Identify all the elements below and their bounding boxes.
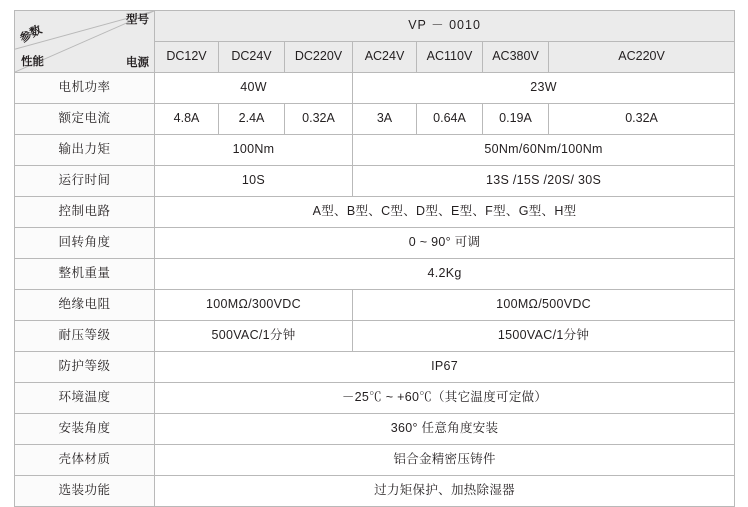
- table-cell: 100MΩ/500VDC: [353, 290, 735, 321]
- corner-label-parameter: 参数: [18, 23, 45, 46]
- table-cell: 1500VAC/1分钟: [353, 321, 735, 352]
- corner-label-model: 型号: [126, 14, 149, 26]
- row-label: 回转角度: [15, 228, 155, 259]
- table-cell: 4.8A: [155, 104, 219, 135]
- column-header-voltage: AC24V: [353, 42, 417, 73]
- table-row: [15, 321, 735, 352]
- table-cell: －25℃ ~ +60℃（其它温度可定做）: [155, 383, 735, 414]
- corner-label-power: 电源: [126, 56, 149, 69]
- table-cell: A型、B型、C型、D型、E型、F型、G型、H型: [155, 197, 735, 228]
- column-header-voltage: AC110V: [417, 42, 483, 73]
- corner-header-cell: [15, 11, 155, 73]
- table-cell: 过力矩保护、加热除湿器: [155, 476, 735, 507]
- table-row: [15, 228, 735, 259]
- table-header-row-model: [15, 11, 735, 42]
- table-row: [15, 166, 735, 197]
- column-header-voltage: DC24V: [219, 42, 285, 73]
- row-label: 耐压等级: [15, 321, 155, 352]
- table-cell: 100Nm: [155, 135, 353, 166]
- table-row: [15, 197, 735, 228]
- table-cell: 50Nm/60Nm/100Nm: [353, 135, 735, 166]
- table-cell: 500VAC/1分钟: [155, 321, 353, 352]
- table-cell: 0.32A: [285, 104, 353, 135]
- table-cell: 0 ~ 90° 可调: [155, 228, 735, 259]
- table-row: [15, 476, 735, 507]
- corner-label-performance: 性能: [21, 55, 44, 68]
- column-header-voltage: DC12V: [155, 42, 219, 73]
- table-cell: 0.32A: [549, 104, 735, 135]
- table-cell: 13S /15S /20S/ 30S: [353, 166, 735, 197]
- row-label: 输出力矩: [15, 135, 155, 166]
- row-label: 安装角度: [15, 414, 155, 445]
- table-row: [15, 259, 735, 290]
- row-label: 额定电流: [15, 104, 155, 135]
- table-row: [15, 352, 735, 383]
- table-row: [15, 290, 735, 321]
- row-label: 绝缘电阻: [15, 290, 155, 321]
- table-row: [15, 73, 735, 104]
- row-label: 壳体材质: [15, 445, 155, 476]
- row-label: 环境温度: [15, 383, 155, 414]
- row-label: 整机重量: [15, 259, 155, 290]
- table-cell: 0.64A: [417, 104, 483, 135]
- column-header-voltage: DC220V: [285, 42, 353, 73]
- table-cell: 23W: [353, 73, 735, 104]
- table-row: [15, 135, 735, 166]
- table-cell: 0.19A: [483, 104, 549, 135]
- column-header-voltage: AC220V: [549, 42, 735, 73]
- table-cell: 360° 任意角度安装: [155, 414, 735, 445]
- table-cell: 铝合金精密压铸件: [155, 445, 735, 476]
- table-cell: 2.4A: [219, 104, 285, 135]
- model-title: VP － 0010: [155, 11, 735, 42]
- row-label: 选装功能: [15, 476, 155, 507]
- column-header-voltage: AC380V: [483, 42, 549, 73]
- table-cell: 3A: [353, 104, 417, 135]
- table-row: [15, 104, 735, 135]
- table-row: [15, 414, 735, 445]
- table-cell: 40W: [155, 73, 353, 104]
- row-label: 电机功率: [15, 73, 155, 104]
- row-label: 运行时间: [15, 166, 155, 197]
- table-cell: 4.2Kg: [155, 259, 735, 290]
- table-cell: IP67: [155, 352, 735, 383]
- row-label: 控制电路: [15, 197, 155, 228]
- row-label: 防护等级: [15, 352, 155, 383]
- table-cell: 10S: [155, 166, 353, 197]
- table-row: [15, 445, 735, 476]
- specification-table: [14, 10, 735, 507]
- table-row: [15, 383, 735, 414]
- table-cell: 100MΩ/300VDC: [155, 290, 353, 321]
- table-body: [15, 11, 735, 507]
